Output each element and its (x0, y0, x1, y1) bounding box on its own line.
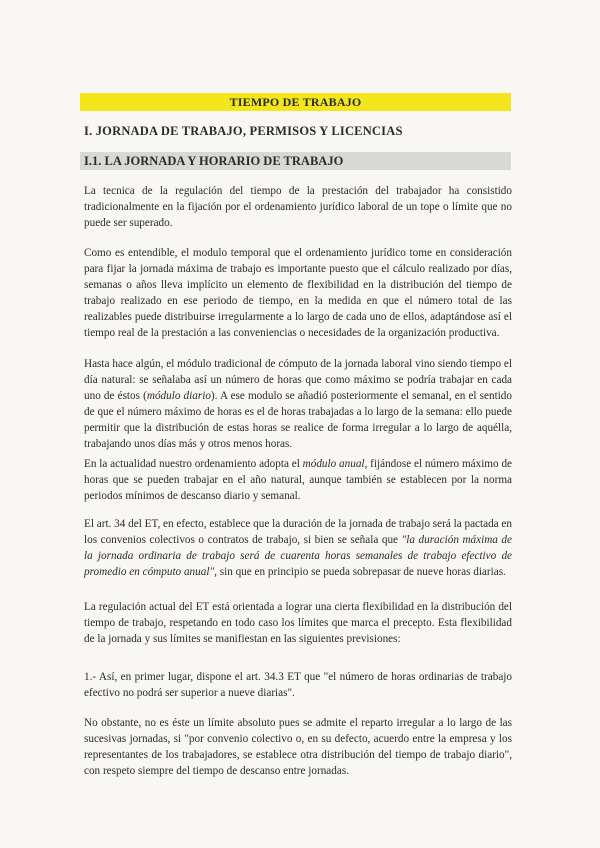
section-heading: I. JORNADA DE TRABAJO, PERMISOS Y LICENCIAS (84, 124, 403, 138)
paragraph-5-italic: "la duración máxima de la jornada ordinaria de trabajo será de cuarenta horas semanales de trabajo efectivo de promedio en cómputo anual" (84, 534, 512, 578)
paragraph-4-text-a: En la actualidad nuestro ordenamiento adopta el (84, 458, 303, 470)
paragraph-7: 1.- Así, en primer lugar, dispone el art. 34.3 ET que "el número de horas ordinarias de trabajo efectivo no podrá ser superior a nueve diarias". (84, 671, 512, 699)
document-title: TIEMPO DE TRABAJO (80, 93, 511, 111)
paragraph-1: La tecnica de la regulación del tiempo de la prestación del trabajador ha consistido tradicionalmente en la fijación por el ordenamiento jurídico laboral de un tope o límite que no puede ser superado. (84, 185, 512, 229)
paragraph-3-text-b: ). A ese modulo se añadió posteriormente el semanal, en el sentido de que el número máximo de horas es el de horas trabajadas a lo largo de la semana: ello puede permitir que la distribución de estas horas se realice de forma irregular a lo largo de aquélla, trabajando unos días más y otros menos horas. (84, 390, 512, 450)
paragraph-4-italic: módulo anual (302, 458, 365, 470)
paragraph-6: La regulación actual del ET está orientada a lograr una cierta flexibilidad en la distribución del tiempo de trabajo, respetando en todo caso los límites que marca el precepto. Esta flexibilidad de la jornada y sus límites se manifiestan en las siguientes previsiones: (84, 601, 512, 645)
paragraph-3 (84, 356, 512, 452)
subsection-heading: I.1. LA JORNADA Y HORARIO DE TRABAJO (84, 154, 344, 168)
paragraph-5-text-a: El art. 34 del ET, en efecto, establece que la duración de la jornada de trabajo será la pactada en los convenios colectivos o contratos de trabajo, si bien se señala que (84, 518, 512, 546)
paragraph-8: No obstante, no es éste un límite absoluto pues se admite el reparto irregular a lo largo de las sucesivas jornadas, si "por convenio colectivo o, en su defecto, acuerdo entre la empresa y los representantes de los trabajadores, se establece otra distribución del tiempo de trabajo diario", con respeto siempre del tiempo de descanso entre jornadas. (84, 717, 512, 777)
paragraph-2: Como es entendible, el modulo temporal que el ordenamiento jurídico tome en consideración para fijar la jornada máxima de trabajo es importante puesto que el cálculo realizado por días, semanas o años lleva implícito un elemento de flexibilidad en la distribución del tiempo de trabajo realizado en ese periodo de tiempo, en la medida en que el número total de las realizables puede distribuirse irregularmente a lo largo de cada uno de ellos, adaptándose así el tiempo real de la prestación a las conveniencias o necesidades de la organización productiva. (84, 247, 512, 339)
paragraph-3-italic: módulo diario (146, 390, 211, 402)
paragraph-4-text-b: , fijándose el número máximo de horas que se pueden trabajar en el año natural, aunque también se establecen por la norma periodos mínimos de descanso diario y semanal. (84, 458, 513, 502)
paragraph-3-text-a: Hasta hace algún, el módulo tradicional de cómputo de la jornada laboral vino siendo tiempo el día natural: se señalaba así un número de horas que como máximo se podría trabajar en cada uno de éstos ( (84, 358, 512, 402)
paragraph-5-text-b: , sin que en principio se pueda sobrepasar de nueve horas diarias. (214, 566, 506, 578)
paragraph-4 (84, 456, 512, 504)
paragraph-5 (84, 516, 512, 580)
